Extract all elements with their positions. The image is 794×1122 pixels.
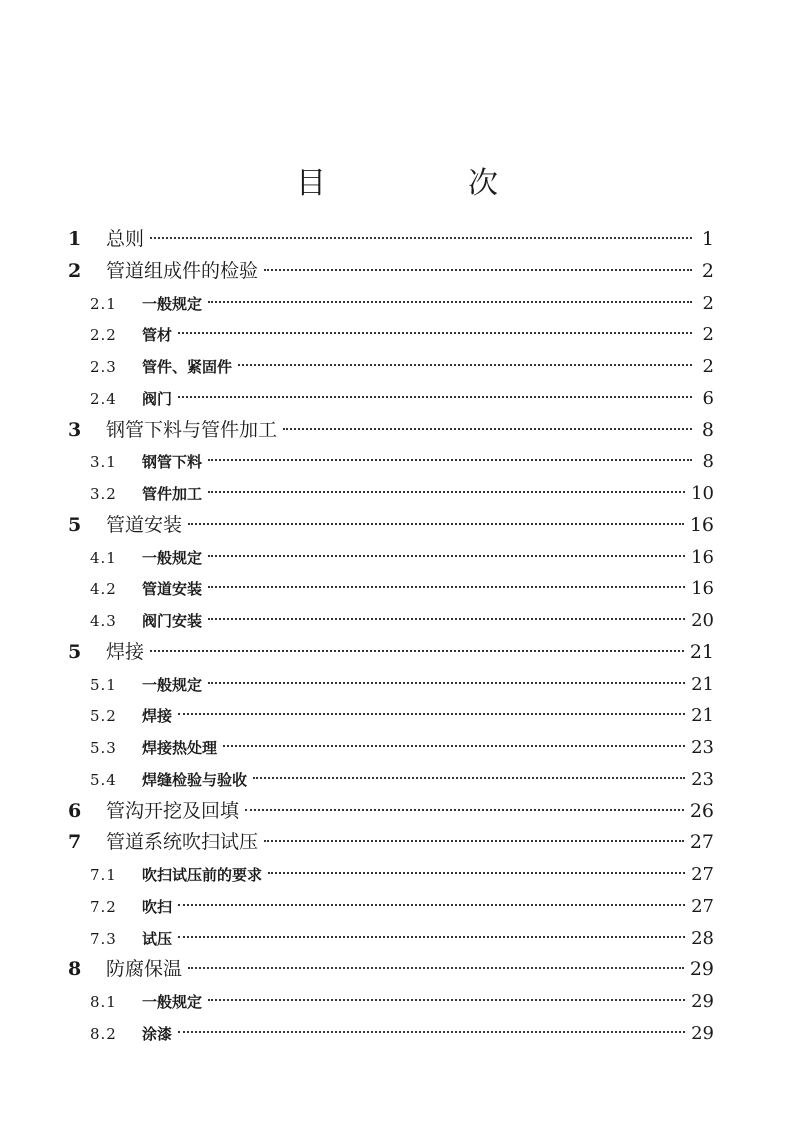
dot-leader: [208, 458, 692, 461]
toc-section-entry[interactable]: [68, 700, 714, 732]
toc-chapter-entry[interactable]: [68, 796, 714, 828]
toc-entry-title: 涂漆: [142, 1024, 173, 1043]
toc-chapter-entry[interactable]: [68, 415, 714, 447]
toc-entry-page-number: 26: [689, 799, 714, 822]
dot-leader: [208, 490, 685, 493]
toc-entry-page-number: 10: [691, 483, 714, 504]
toc-entry-title: 钢管下料: [142, 453, 203, 472]
toc-section-entry[interactable]: [68, 732, 714, 764]
toc-chapter-entry[interactable]: [68, 256, 714, 288]
toc-entry-title: 管道安装: [142, 580, 203, 599]
toc-entry-title: 管道安装: [106, 513, 183, 536]
toc-entry-page-number: 20: [691, 610, 714, 631]
toc-entry-page-number: 28: [691, 927, 714, 949]
toc-entry-page-number: 21: [689, 640, 714, 663]
toc-chapter-entry[interactable]: [68, 954, 714, 986]
toc-entry-page-number: 16: [691, 546, 714, 568]
toc-entry-title: 一般规定: [142, 294, 203, 313]
toc-entry-number: 4.1: [90, 548, 117, 567]
toc-section-entry[interactable]: [68, 986, 714, 1018]
toc-entry-page-number: 8: [702, 451, 714, 473]
page-title: 目 次: [296, 166, 554, 202]
toc-entry-title: 阀门: [142, 389, 173, 408]
toc-entry-page-number: 27: [691, 895, 714, 917]
toc-entry-page-number: 2: [701, 259, 714, 282]
dot-leader: [178, 395, 692, 398]
toc-entry-page-number: 1: [701, 228, 714, 250]
toc-section-entry[interactable]: [68, 891, 714, 923]
toc-entry-page-number: 23: [691, 737, 714, 758]
toc-entry-number: 2: [68, 259, 82, 282]
toc-entry-page-number: 16: [691, 578, 714, 600]
toc-entry-number: 5: [68, 513, 82, 536]
toc-entry-page-number: 21: [691, 673, 714, 695]
dot-leader: [223, 744, 685, 747]
toc-entry-page-number: 2: [702, 324, 714, 346]
toc-entry-number: 7.1: [90, 866, 117, 884]
toc-entry-title: 钢管下料与管件加工: [106, 418, 278, 441]
toc-entry-number: 7: [68, 831, 82, 854]
toc-entry-title: 管沟开挖及回填: [106, 799, 240, 822]
toc-section-entry[interactable]: [68, 478, 714, 510]
toc-entry-title: 总则: [106, 228, 145, 250]
dot-leader: [150, 649, 684, 652]
toc-entry-number: 5.3: [90, 739, 117, 757]
toc-section-entry[interactable]: [68, 1018, 714, 1050]
dot-leader: [178, 1030, 685, 1033]
dot-leader: [178, 331, 692, 334]
toc-section-entry[interactable]: [68, 383, 714, 415]
toc-entry-title: 一般规定: [142, 993, 203, 1011]
toc-entry-page-number: 8: [701, 418, 714, 441]
dot-leader: [178, 935, 685, 938]
toc-entry-number: 8.1: [90, 993, 117, 1011]
dot-leader: [178, 712, 685, 715]
toc-section-entry[interactable]: [68, 573, 714, 605]
toc-entry-number: 3.2: [90, 485, 117, 503]
toc-entry-title: 焊接: [106, 640, 145, 663]
toc-entry-number: 3.1: [90, 453, 117, 472]
toc-chapter-entry[interactable]: [68, 510, 714, 542]
toc-entry-title: 吹扫试压前的要求: [142, 866, 263, 884]
dot-leader: [264, 839, 684, 842]
toc-entry-number: 2.3: [90, 358, 117, 376]
toc-section-entry[interactable]: [68, 859, 714, 891]
toc-entry-page-number: 23: [691, 768, 714, 790]
toc-entry-page-number: 27: [689, 831, 714, 854]
toc-section-entry[interactable]: [68, 351, 714, 383]
toc-entry-number: 7.2: [90, 897, 117, 916]
toc-entry-title: 焊接热处理: [142, 739, 218, 757]
toc-entry-title: 管材: [142, 326, 173, 345]
dot-leader: [283, 427, 692, 430]
dot-leader: [188, 522, 684, 525]
toc-entry-title: 管道系统吹扫试压: [106, 831, 259, 854]
dot-leader: [268, 871, 685, 874]
toc-entry-number: 4.2: [90, 580, 117, 599]
toc-entry-title: 管件、紧固件: [142, 358, 233, 376]
toc-entry-title: 阀门安装: [142, 612, 203, 630]
toc-section-entry[interactable]: [68, 542, 714, 574]
dot-leader: [188, 966, 684, 969]
toc-chapter-entry[interactable]: [68, 637, 714, 669]
toc-entry-number: 5.4: [90, 770, 117, 789]
toc-entry-title: 焊缝检验与验收: [142, 770, 248, 789]
toc-section-entry[interactable]: [68, 669, 714, 701]
toc-entry-page-number: 6: [702, 387, 714, 409]
toc-entry-page-number: 21: [691, 705, 714, 727]
toc-section-entry[interactable]: [68, 446, 714, 478]
toc-entry-number: 5.2: [90, 707, 117, 726]
dot-leader: [245, 808, 684, 811]
toc-chapter-entry[interactable]: [68, 827, 714, 859]
dot-leader: [208, 554, 685, 557]
dot-leader: [238, 363, 692, 366]
toc-entry-page-number: 27: [691, 864, 714, 885]
toc-entry-number: 2.1: [90, 294, 117, 313]
toc-entry-page-number: 2: [702, 292, 714, 314]
table-of-contents: [68, 224, 714, 1050]
toc-section-entry[interactable]: [68, 764, 714, 796]
toc-entry-number: 1: [68, 228, 82, 250]
dot-leader: [208, 300, 692, 303]
dot-leader: [150, 236, 692, 239]
toc-entry-number: 5.1: [90, 675, 117, 694]
toc-entry-number: 2.4: [90, 389, 117, 408]
toc-entry-title: 一般规定: [142, 675, 203, 694]
toc-section-entry[interactable]: [68, 605, 714, 637]
toc-entry-title: 管件加工: [142, 485, 203, 503]
toc-section-entry[interactable]: [68, 288, 714, 320]
toc-entry-page-number: 29: [691, 991, 714, 1012]
toc-entry-number: 3: [68, 418, 82, 441]
dot-leader: [208, 998, 685, 1001]
dot-leader: [264, 268, 692, 271]
toc-entry-number: 6: [68, 799, 82, 822]
dot-leader: [208, 681, 685, 684]
toc-section-entry[interactable]: [68, 319, 714, 351]
toc-entry-title: 焊接: [142, 707, 173, 726]
dot-leader: [208, 585, 685, 588]
toc-entry-title: 管道组成件的检验: [106, 259, 259, 282]
toc-entry-title: 防腐保温: [106, 958, 183, 981]
toc-entry-number: 8: [68, 958, 82, 981]
toc-entry-number: 2.2: [90, 326, 117, 345]
dot-leader: [253, 776, 685, 779]
toc-chapter-entry[interactable]: [68, 224, 714, 256]
toc-entry-title: 吹扫: [142, 897, 173, 916]
toc-entry-number: 8.2: [90, 1024, 117, 1043]
toc-entry-page-number: 29: [691, 1022, 714, 1044]
toc-entry-title: 试压: [142, 929, 173, 948]
dot-leader: [178, 903, 685, 906]
toc-section-entry[interactable]: [68, 923, 714, 955]
toc-entry-number: 5: [68, 640, 82, 663]
toc-entry-page-number: 2: [702, 356, 714, 377]
dot-leader: [208, 617, 685, 620]
toc-entry-number: 7.3: [90, 929, 117, 948]
toc-entry-number: 4.3: [90, 612, 117, 630]
toc-entry-page-number: 29: [689, 958, 714, 981]
toc-entry-page-number: 16: [689, 513, 714, 536]
toc-entry-title: 一般规定: [142, 548, 203, 567]
